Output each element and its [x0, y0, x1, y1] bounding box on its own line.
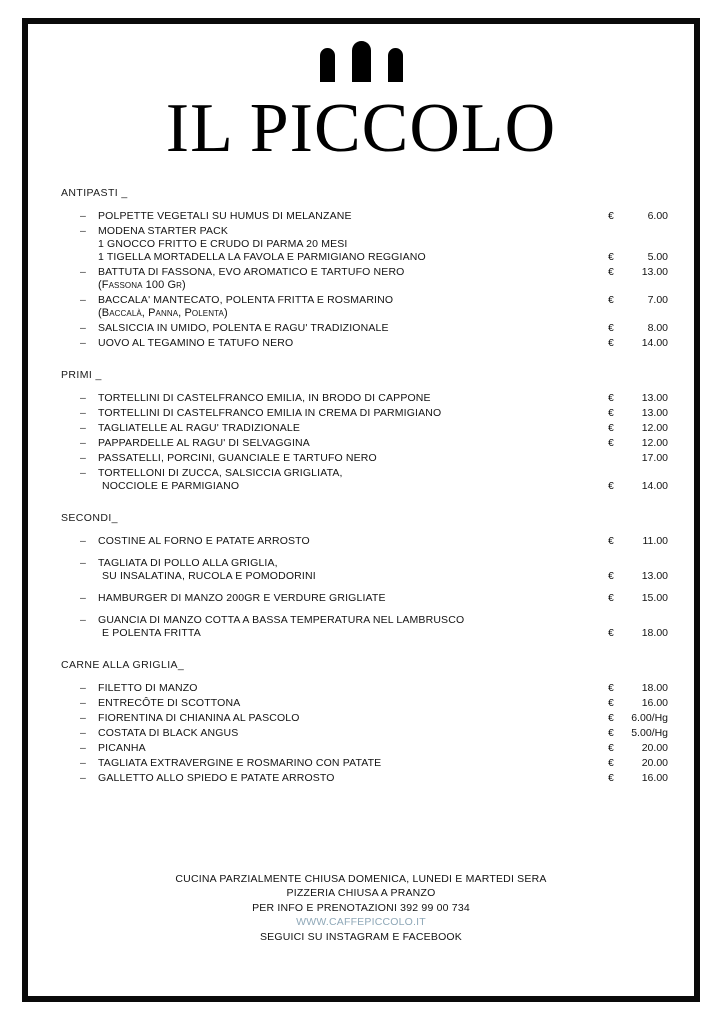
item-price: [572, 592, 668, 605]
price-amount: 20.00: [641, 756, 668, 769]
menu-header: [28, 24, 694, 167]
item-line: GUANCIA DI MANZO COTTA A BASSA TEMPERATURA NEL LAMBRUSCO: [98, 613, 465, 626]
item-description: [98, 535, 572, 548]
item-line: FILETTO DI MANZO: [98, 681, 198, 694]
price-amount: 12.00: [641, 436, 668, 449]
price-amount: 13.00: [641, 406, 668, 419]
menu-item: [80, 614, 668, 640]
item-description: [98, 337, 572, 350]
item-description: [98, 614, 572, 640]
item-bullet-icon: –: [80, 556, 86, 569]
price-amount: 12.00: [641, 421, 668, 434]
item-line: TAGLIATELLE AL RAGU' TRADIZIONALE: [98, 421, 301, 434]
item-price: [572, 337, 668, 350]
currency-symbol: €: [608, 336, 614, 349]
menu-item: [80, 535, 668, 548]
currency-symbol: €: [608, 479, 614, 492]
item-bullet-icon: –: [80, 741, 86, 754]
item-bullet-icon: –: [80, 591, 86, 604]
footer-line: PIZZERIA CHIUSA A PRANZO: [286, 887, 436, 899]
menu-item: [80, 392, 668, 405]
price-amount: 11.00: [642, 534, 668, 547]
menu-item: [80, 467, 668, 493]
item-price: [572, 422, 668, 435]
arch-ornament-icon: [388, 48, 403, 82]
item-description: [98, 266, 572, 292]
item-price: [572, 727, 668, 740]
item-bullet-icon: –: [80, 336, 86, 349]
item-bullet-icon: –: [80, 293, 86, 306]
item-price: [572, 535, 668, 548]
menu-sections: [28, 187, 694, 785]
item-price: [572, 251, 668, 264]
section-title: ANTIPASTI _: [61, 186, 128, 199]
currency-symbol: €: [608, 265, 614, 278]
section-items: [80, 392, 668, 493]
item-description: [98, 727, 572, 740]
currency-symbol: €: [608, 711, 614, 724]
currency-symbol: €: [608, 534, 614, 547]
item-price: [572, 407, 668, 420]
menu-item: [80, 712, 668, 725]
price-amount: 14.00: [641, 479, 668, 492]
currency-symbol: €: [608, 569, 614, 582]
item-description: [98, 772, 572, 785]
menu-section: [58, 369, 668, 493]
item-line: TAGLIATA EXTRAVERGINE E ROSMARINO CON PATATE: [98, 756, 382, 769]
price-amount: 20.00: [641, 741, 668, 754]
item-price: [572, 392, 668, 405]
price-amount: 13.00: [641, 391, 668, 404]
menu-item: [80, 422, 668, 435]
item-price: [572, 772, 668, 785]
menu-item: [80, 697, 668, 710]
menu-item: [80, 772, 668, 785]
menu-item: [80, 210, 668, 223]
item-description: [98, 742, 572, 755]
menu-item: [80, 225, 668, 264]
item-price: [572, 437, 668, 450]
price-amount: 13.00: [641, 569, 668, 582]
menu-item: [80, 407, 668, 420]
price-amount: 18.00: [641, 681, 668, 694]
restaurant-name: IL PICCOLO: [165, 90, 557, 167]
item-price: [572, 294, 668, 307]
price-amount: 5.00: [647, 250, 668, 263]
item-bullet-icon: –: [80, 391, 86, 404]
item-description: [98, 592, 572, 605]
section-items: [80, 535, 668, 640]
item-description: [98, 437, 572, 450]
item-description: [98, 322, 572, 335]
item-bullet-icon: –: [80, 436, 86, 449]
item-subtitle: (Baccalà, Panna, Polenta): [98, 306, 228, 319]
item-bullet-icon: –: [80, 613, 86, 626]
item-price: [572, 570, 668, 583]
item-price: [572, 757, 668, 770]
menu-item: [80, 437, 668, 450]
menu-inner: [28, 24, 694, 996]
item-bullet-icon: –: [80, 321, 86, 334]
menu-item: [80, 682, 668, 695]
item-price: [572, 322, 668, 335]
menu-item: [80, 337, 668, 350]
item-bullet-icon: –: [80, 421, 86, 434]
item-line: HAMBURGER DI MANZO 200GR E VERDURE GRIGLIATE: [98, 591, 386, 604]
item-bullet-icon: –: [80, 534, 86, 547]
item-bullet-icon: –: [80, 726, 86, 739]
item-bullet-icon: –: [80, 224, 86, 237]
item-line: POLPETTE VEGETALI SU HUMUS DI MELANZANE: [98, 209, 352, 222]
item-line: MODENA STARTER PACK: [98, 224, 229, 237]
price-amount: 16.00: [641, 771, 668, 784]
item-line: E POLENTA FRITTA: [102, 626, 201, 639]
item-line: COSTATA DI BLACK ANGUS: [98, 726, 239, 739]
item-bullet-icon: –: [80, 451, 86, 464]
currency-symbol: €: [608, 293, 614, 306]
item-price: [572, 210, 668, 223]
item-line: TORTELLONI DI ZUCCA, SALSICCIA GRIGLIATA,: [98, 466, 343, 479]
item-bullet-icon: –: [80, 696, 86, 709]
currency-symbol: €: [608, 696, 614, 709]
item-bullet-icon: –: [80, 681, 86, 694]
price-amount: 16.00: [641, 696, 668, 709]
item-bullet-icon: –: [80, 711, 86, 724]
currency-symbol: €: [608, 591, 614, 604]
menu-item: [80, 266, 668, 292]
menu-section: [58, 187, 668, 350]
menu-section: [58, 659, 668, 785]
item-line: COSTINE AL FORNO E PATATE ARROSTO: [98, 534, 310, 547]
menu-item: [80, 727, 668, 740]
currency-symbol: €: [608, 771, 614, 784]
price-amount: 8.00: [647, 321, 668, 334]
footer-social-line: SEGUICI SU INSTAGRAM E FACEBOOK: [259, 930, 463, 943]
currency-symbol: €: [608, 421, 614, 434]
arch-ornament-group: [28, 40, 694, 82]
arch-ornament-icon: [352, 41, 371, 82]
item-line: FIORENTINA DI CHIANINA AL PASCOLO: [98, 711, 300, 724]
item-line: PASSATELLI, PORCINI, GUANCIALE E TARTUFO NERO: [98, 451, 377, 464]
item-subtitle: (Fassona 100 Gr): [98, 278, 186, 291]
currency-symbol: €: [608, 726, 614, 739]
item-line: NOCCIOLE E PARMIGIANO: [102, 479, 240, 492]
item-bullet-icon: –: [80, 756, 86, 769]
price-amount: 13.00: [641, 265, 668, 278]
item-price: [572, 712, 668, 725]
item-description: [98, 392, 572, 405]
item-line: SALSICCIA IN UMIDO, POLENTA E RAGU' TRADIZIONALE: [98, 321, 389, 334]
item-description: [98, 697, 572, 710]
item-price: [572, 697, 668, 710]
item-description: [98, 225, 572, 264]
item-line: PAPPARDELLE AL RAGU' DI SELVAGGINA: [98, 436, 310, 449]
section-title: CARNE ALLA GRIGLIA_: [61, 658, 185, 671]
item-line: ENTRECÔTE DI SCOTTONA: [98, 696, 241, 709]
currency-symbol: €: [608, 250, 614, 263]
item-price: [572, 266, 668, 279]
menu-item: [80, 592, 668, 605]
item-description: [98, 712, 572, 725]
currency-symbol: €: [608, 681, 614, 694]
section-title: SECONDI_: [61, 511, 118, 524]
item-bullet-icon: –: [80, 209, 86, 222]
item-line: 1 GNOCCO FRITTO E CRUDO DI PARMA 20 MESI: [98, 237, 348, 250]
item-line: GALLETTO ALLO SPIEDO E PATATE ARROSTO: [98, 771, 335, 784]
item-description: [98, 467, 572, 493]
item-description: [98, 557, 572, 583]
item-price: [572, 452, 668, 465]
menu-item: [80, 742, 668, 755]
item-line: TORTELLINI DI CASTELFRANCO EMILIA IN CREMA DI PARMIGIANO: [98, 406, 442, 419]
item-description: [98, 210, 572, 223]
item-description: [98, 294, 572, 320]
menu-item: [80, 557, 668, 583]
price-amount: 14.00: [641, 336, 668, 349]
section-items: [80, 682, 668, 785]
currency-symbol: €: [608, 756, 614, 769]
menu-item: [80, 757, 668, 770]
menu-page: [22, 18, 700, 1002]
menu-section: [58, 512, 668, 640]
item-description: [98, 682, 572, 695]
currency-symbol: €: [608, 741, 614, 754]
currency-symbol: €: [608, 209, 614, 222]
arch-ornament-icon: [320, 48, 335, 82]
item-description: [98, 407, 572, 420]
item-line: BACCALA' MANTECATO, POLENTA FRITTA E ROSMARINO: [98, 293, 394, 306]
price-amount: 17.00: [641, 451, 668, 464]
item-bullet-icon: –: [80, 265, 86, 278]
item-line: PICANHA: [98, 741, 146, 754]
price-amount: 6.00/Hg: [631, 711, 668, 724]
section-title: PRIMI _: [61, 368, 102, 381]
price-amount: 15.00: [641, 591, 668, 604]
section-items: [80, 210, 668, 350]
menu-item: [80, 322, 668, 335]
item-description: [98, 757, 572, 770]
item-description: [98, 452, 572, 465]
item-bullet-icon: –: [80, 771, 86, 784]
currency-symbol: €: [608, 626, 614, 639]
menu-footer: [28, 872, 694, 945]
item-price: [572, 627, 668, 640]
item-price: [572, 742, 668, 755]
website-link[interactable]: WWW.CAFFEPICCOLO.IT: [296, 916, 426, 928]
item-price: [572, 480, 668, 493]
footer-line: PER INFO E PRENOTAZIONI 392 99 00 734: [252, 901, 470, 914]
item-line: BATTUTA DI FASSONA, EVO AROMATICO E TARTUFO NERO: [98, 265, 405, 278]
item-line: SU INSALATINA, RUCOLA E POMODORINI: [102, 569, 316, 582]
item-bullet-icon: –: [80, 406, 86, 419]
item-line: UOVO AL TEGAMINO E TATUFO NERO: [98, 336, 294, 349]
price-amount: 5.00/Hg: [631, 726, 668, 739]
item-line: 1 TIGELLA MORTADELLA LA FAVOLA E PARMIGIANO REGGIANO: [98, 250, 426, 263]
footer-line: CUCINA PARZIALMENTE CHIUSA DOMENICA, LUNEDI E MARTEDI SERA: [175, 872, 547, 885]
item-description: [98, 422, 572, 435]
currency-symbol: €: [608, 391, 614, 404]
menu-item: [80, 452, 668, 465]
currency-symbol: €: [608, 436, 614, 449]
price-amount: 7.00: [647, 293, 668, 306]
currency-symbol: €: [608, 406, 614, 419]
item-line: TORTELLINI DI CASTELFRANCO EMILIA, IN BRODO DI CAPPONE: [98, 391, 431, 404]
price-amount: 6.00: [647, 209, 668, 222]
item-line: TAGLIATA DI POLLO ALLA GRIGLIA,: [98, 556, 278, 569]
item-bullet-icon: –: [80, 466, 86, 479]
item-price: [572, 682, 668, 695]
menu-item: [80, 294, 668, 320]
currency-symbol: €: [608, 321, 614, 334]
price-amount: 18.00: [641, 626, 668, 639]
